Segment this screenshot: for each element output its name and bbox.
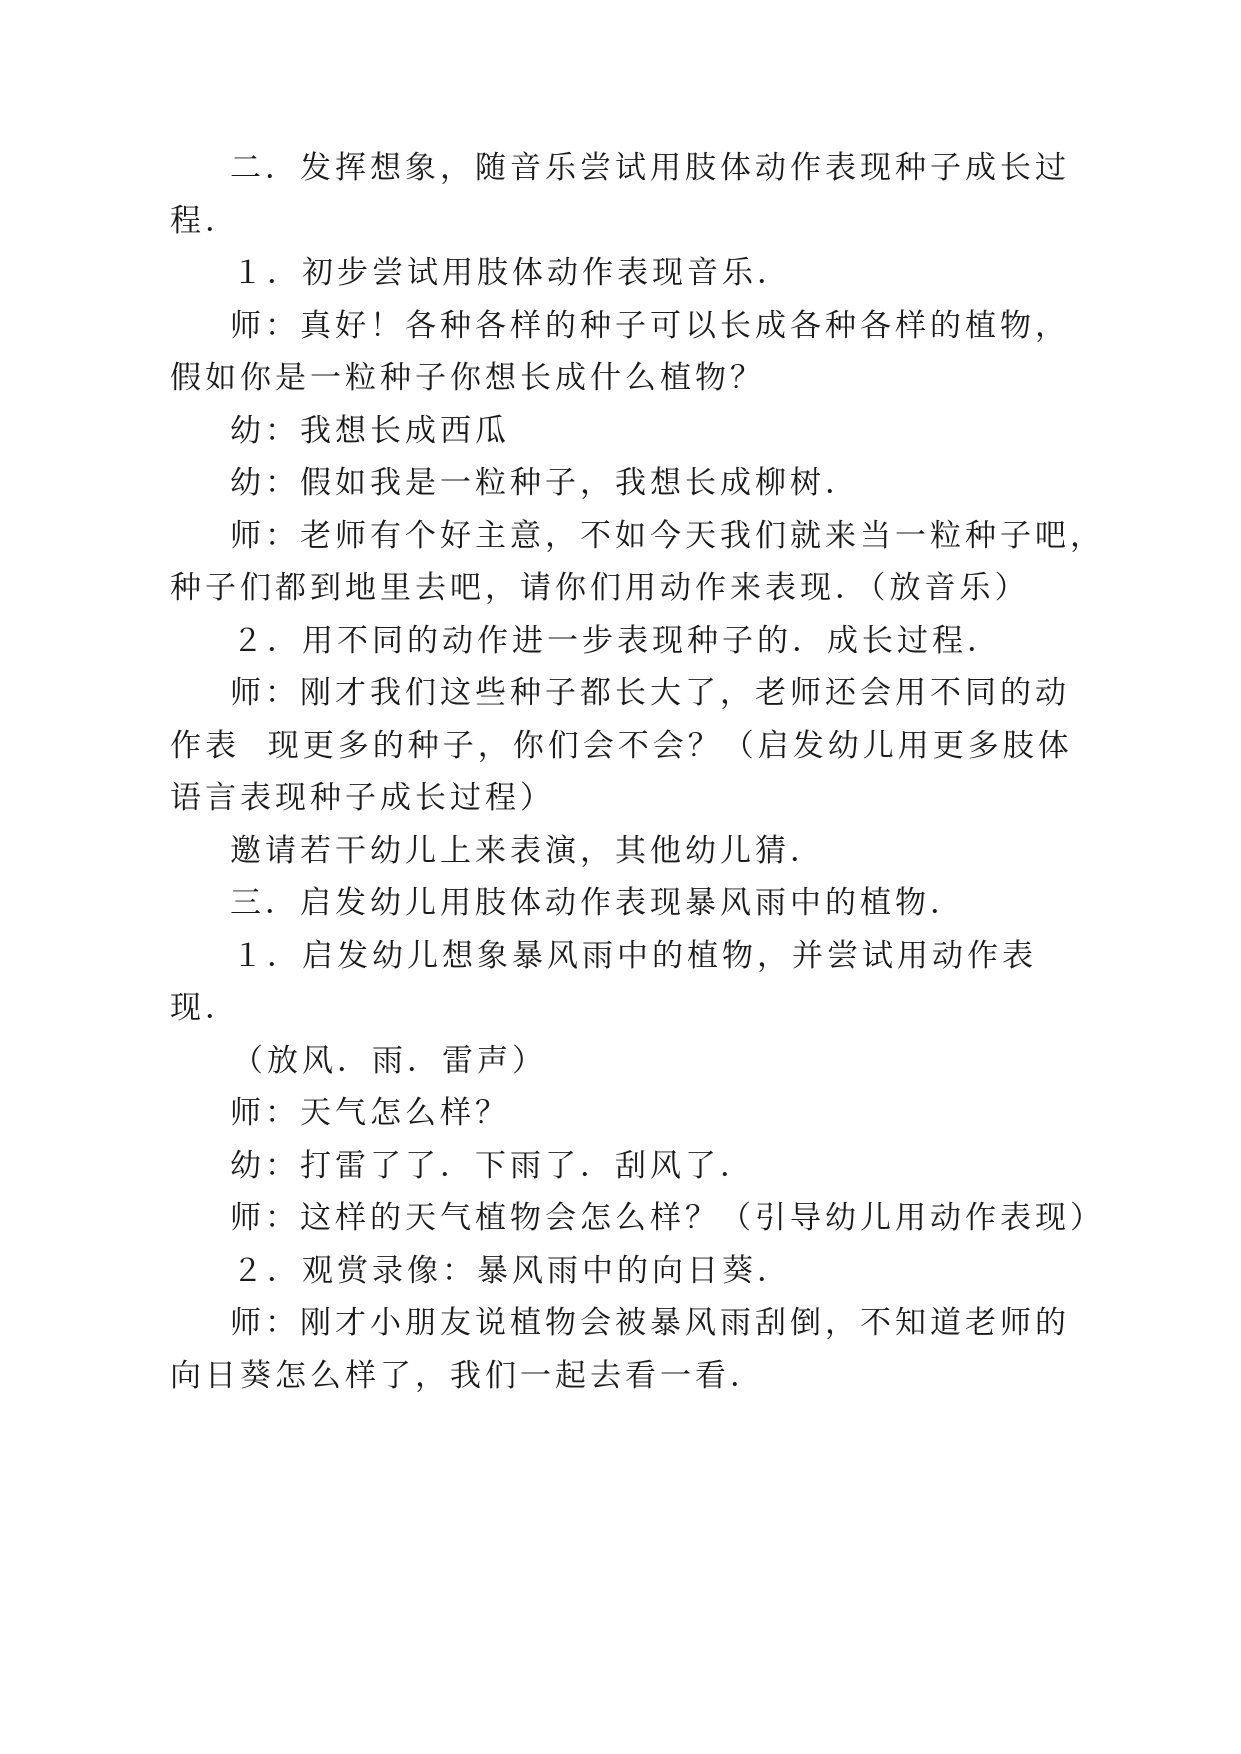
dialogue-teacher-2-continued: 种子们都到地里去吧，请你们用动作来表现．（放音乐） bbox=[170, 570, 1030, 606]
section-heading-two: 二．发挥想象，随音乐尝试用肢体动作表现种子成长过 bbox=[230, 150, 1070, 186]
dialogue-teacher-3: 师：刚才我们这些种子都长大了，老师还会用不同的动 bbox=[230, 675, 1070, 711]
activity-note: 邀请若干幼儿上来表演，其他幼儿猜． bbox=[230, 833, 825, 869]
stage-direction: （放风．雨．雷声） bbox=[232, 1043, 547, 1079]
section-heading-three: 三．启发幼儿用肢体动作表现暴风雨中的植物． bbox=[230, 885, 965, 921]
dialogue-teacher-2: 师：老师有个好主意，不如今天我们就来当一粒种子吧， bbox=[230, 518, 1105, 554]
dialogue-child-3: 幼：打雷了了．下雨了．刮风了． bbox=[230, 1148, 755, 1184]
dialogue-child-1: 幼：我想长成西瓜 bbox=[230, 413, 510, 449]
step-heading-3-1-continued: 现． bbox=[170, 990, 240, 1026]
dialogue-teacher-6-continued: 向日葵怎么样了，我们一起去看一看． bbox=[170, 1358, 765, 1394]
step-heading-3-2: ２．观赏录像：暴风雨中的向日葵． bbox=[232, 1253, 792, 1289]
step-heading-2-1: １．初步尝试用肢体动作表现音乐． bbox=[232, 255, 792, 291]
step-heading-3-1: １．启发幼儿想象暴风雨中的植物，并尝试用动作表 bbox=[232, 938, 1037, 974]
dialogue-teacher-1: 师：真好！各种各样的种子可以长成各种各样的植物， bbox=[230, 308, 1070, 344]
step-heading-2-2: ２．用不同的动作进一步表现种子的．成长过程． bbox=[232, 623, 1002, 659]
dialogue-teacher-3-continued: 作表 现更多的种子，你们会不会？（启发幼儿用更多肢体 bbox=[170, 728, 1073, 764]
section-heading-two-continued: 程． bbox=[170, 203, 240, 239]
dialogue-teacher-1-continued: 假如你是一粒种子你想长成什么植物？ bbox=[170, 360, 765, 396]
dialogue-teacher-4: 师：天气怎么样？ bbox=[230, 1095, 510, 1131]
dialogue-teacher-6: 师：刚才小朋友说植物会被暴风雨刮倒，不知道老师的 bbox=[230, 1305, 1070, 1341]
dialogue-teacher-3-continued-2: 语言表现种子成长过程） bbox=[170, 780, 555, 816]
dialogue-child-2: 幼：假如我是一粒种子，我想长成柳树． bbox=[230, 465, 860, 501]
dialogue-teacher-5: 师：这样的天气植物会怎么样？（引导幼儿用动作表现） bbox=[230, 1200, 1105, 1236]
